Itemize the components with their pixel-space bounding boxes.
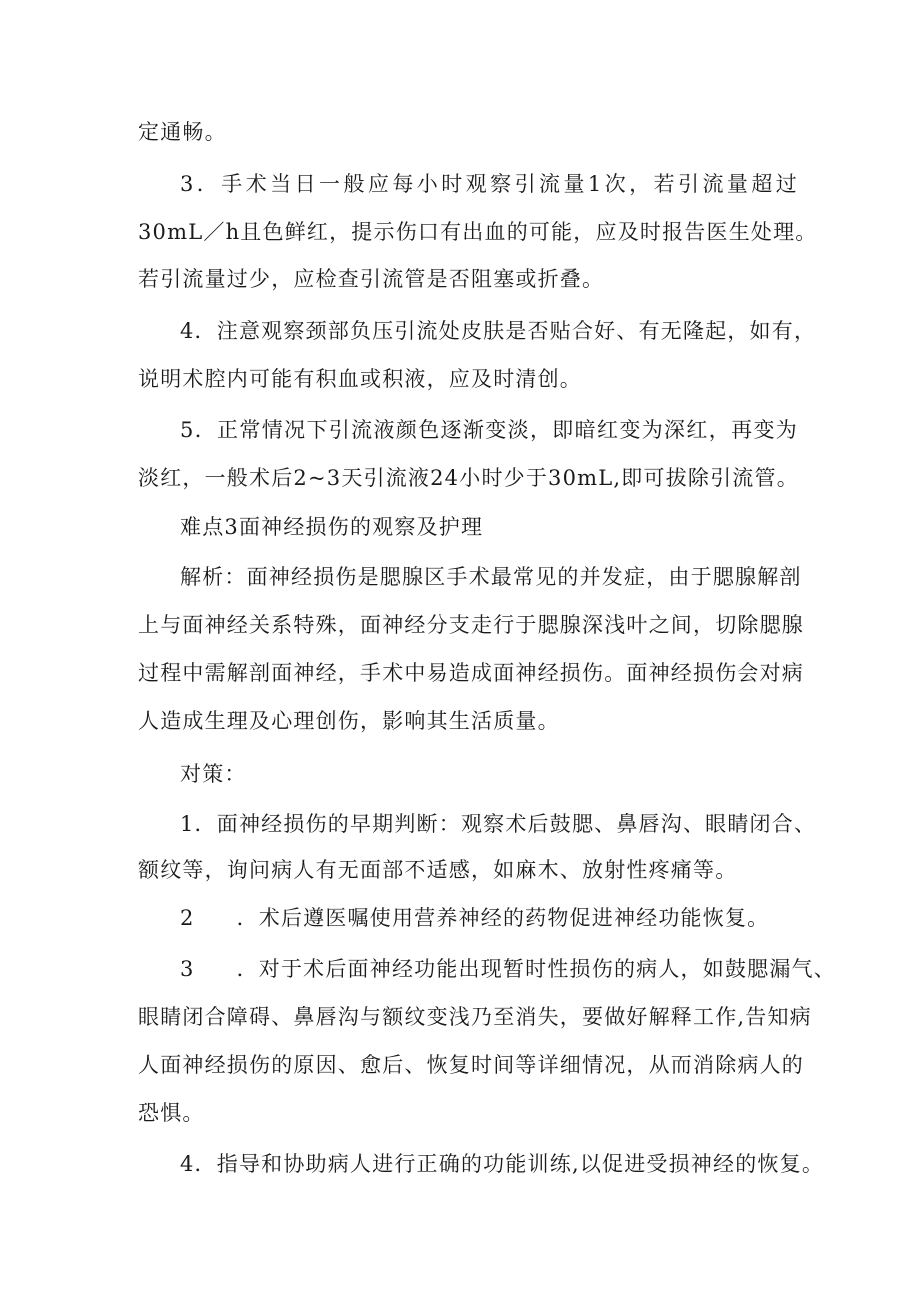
- list-text: ．术后遵医嘱使用营养神经的药物促进神经功能恢复。: [236, 906, 770, 930]
- text-line: 淡红，一般术后2~3天引流液24小时少于30mL,即可拔除引流管。: [138, 466, 799, 490]
- text-line: 说明术腔内可能有积血或积液，应及时清创。: [138, 367, 582, 391]
- text-line: 3．手术当日一般应每小时观察引流量1次，若引流量超过: [180, 172, 798, 196]
- text-line: 定通畅。: [138, 120, 227, 144]
- text-line: 上与面神经关系特殊，面神经分支走行于腮腺深浅叶之间，切除腮腺: [138, 613, 804, 637]
- list-number: 2: [180, 906, 195, 930]
- text-line: 30mL／h且色鲜红，提示伤口有出血的可能，应及时报告医生处理。: [138, 220, 818, 244]
- text-line: 解析：面神经损伤是腮腺区手术最常见的并发症，由于腮腺解剖: [180, 565, 802, 589]
- list-item: [180, 955, 836, 983]
- text-line: 若引流量过少，应检查引流管是否阻塞或折叠。: [138, 267, 605, 291]
- text-line: 4．注意观察颈部负压引流处皮肤是否贴合好、有无隆起，如有，: [180, 319, 817, 343]
- list-text: ．对于术后面神经功能出现暂时性损伤的病人，如鼓腮漏气、: [236, 957, 836, 981]
- text-line: 过程中需解剖面神经，手术中易造成面神经损伤。面神经损伤会对病: [138, 661, 804, 685]
- text-line: 1．面神经损伤的早期判断：观察术后鼓腮、鼻唇沟、眼睛闭合、: [180, 812, 817, 836]
- text-line: 人面神经损伤的原因、愈后、恢复时间等详细情况，从而消除病人的: [138, 1053, 804, 1077]
- text-line: 人造成生理及心理创伤，影响其生活质量。: [138, 709, 560, 733]
- text-line: 眼睛闭合障碍、鼻唇沟与额纹变浅乃至消失，要做好解释工作,告知病: [138, 1005, 812, 1029]
- list-item: [180, 904, 798, 932]
- list-number: 3: [180, 957, 195, 981]
- text-line: 5．正常情况下引流液颜色逐渐变淡，即暗红变为深红，再变为: [180, 418, 798, 442]
- subheading: 对策：: [180, 762, 247, 786]
- text-line: 4．指导和协助病人进行正确的功能训练,以促进受损神经的恢复。: [180, 1152, 825, 1176]
- text-line: 恐惧。: [138, 1101, 205, 1125]
- section-heading: 难点3面神经损伤的观察及护理: [180, 515, 484, 539]
- text-line: 额纹等，询问病人有无面部不适感，如麻木、放射性疼痛等。: [138, 858, 738, 882]
